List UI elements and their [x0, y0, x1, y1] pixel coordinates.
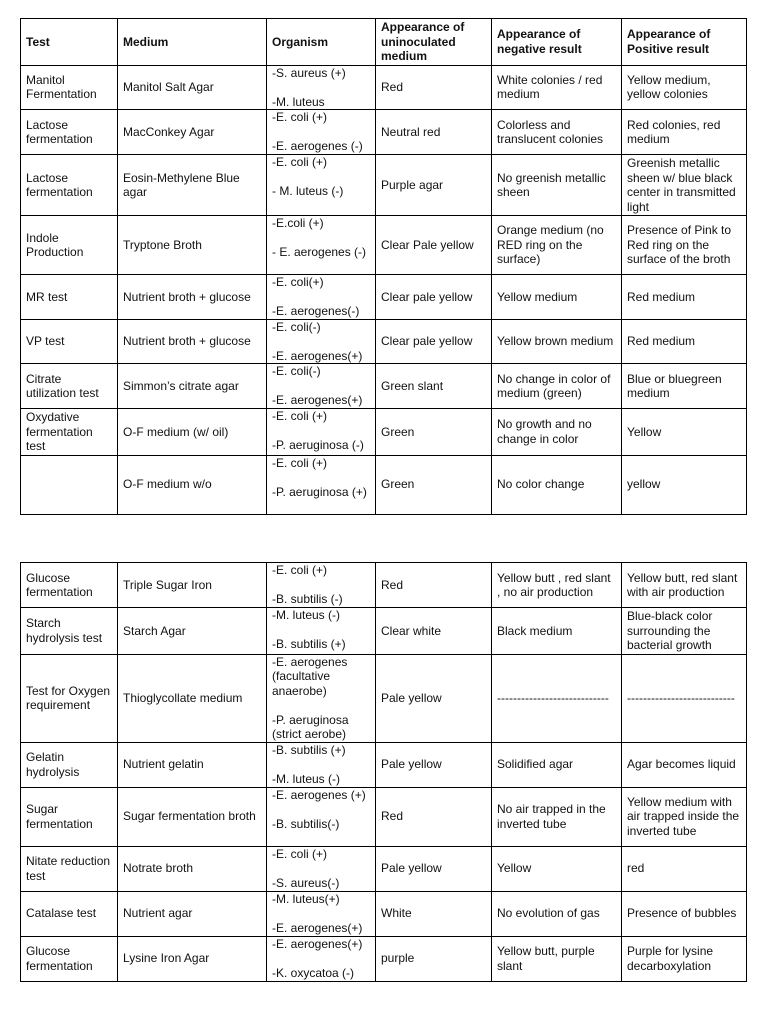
biochemical-tests-table-1 [20, 18, 747, 515]
cell-positive: yellow [622, 455, 747, 514]
organism-positive-control: -E. aerogenes (facultative anaerobe) [272, 654, 348, 698]
cell-organism [267, 608, 376, 655]
cell-medium: Nutrient gelatin [118, 742, 267, 787]
cell-positive: red [622, 846, 747, 891]
organism-spacer [272, 951, 370, 966]
cell-negative: Yellow medium [492, 275, 622, 320]
organism-negative-control: -B. subtilis (-) [272, 592, 343, 606]
header-organism: Organism [267, 19, 376, 66]
cell-test: Gelatin hydrolysis [21, 742, 118, 787]
table-row [21, 275, 747, 320]
cell-organism [267, 216, 376, 275]
header-medium: Medium [118, 19, 267, 66]
cell-test: Test for Oxygen requirement [21, 654, 118, 742]
cell-uninoculated: Red [376, 787, 492, 846]
cell-test: MR test [21, 275, 118, 320]
cell-medium: Lysine Iron Agar [118, 936, 267, 981]
organism-negative-control: -P. aeruginosa (strict aerobe) [272, 712, 349, 741]
cell-negative: Orange medium (no RED ring on the surface) [492, 216, 622, 275]
organism-positive-control: -E. coli (+) [272, 846, 328, 861]
cell-organism [267, 846, 376, 891]
organism-negative-control: -B. subtilis(-) [272, 816, 340, 831]
organism-spacer [272, 334, 370, 349]
cell-uninoculated: Green slant [376, 364, 492, 409]
cell-organism [267, 409, 376, 456]
cell-test: Starch hydrolysis test [21, 608, 118, 655]
header-row [21, 19, 747, 66]
cell-medium: Tryptone Broth [118, 216, 267, 275]
cell-uninoculated: Red [376, 65, 492, 110]
cell-test: Nitate reduction test [21, 846, 118, 891]
cell-organism [267, 891, 376, 936]
cell-positive: Yellow medium with air trapped inside the inverted tube [622, 787, 747, 846]
cell-positive: Red medium [622, 319, 747, 364]
organism-positive-control: -E. coli (+) [272, 563, 328, 577]
cell-uninoculated: purple [376, 936, 492, 981]
cell-positive: --------------------------- [622, 654, 747, 742]
cell-negative: No growth and no change in color [492, 409, 622, 456]
cell-test: Indole Production [21, 216, 118, 275]
organism-positive-control: -S. aureus (+) [272, 65, 346, 80]
cell-negative: Yellow butt, purple slant [492, 936, 622, 981]
table-row [21, 787, 747, 846]
organism-positive-control: -E. coli(-) [272, 364, 321, 378]
cell-negative: Yellow brown medium [492, 319, 622, 364]
cell-positive: Presence of bubbles [622, 891, 747, 936]
organism-negative-control: -M. luteus (-) [272, 771, 341, 786]
header-negative: Appearance of negative result [492, 19, 622, 66]
organism-positive-control: -E. coli (+) [272, 110, 328, 124]
cell-test: Oxydative fermentation test [21, 409, 118, 456]
cell-negative: White colonies / red medium [492, 65, 622, 110]
organism-negative-control: -K. oxycatoa (-) [272, 965, 355, 980]
cell-negative: No greenish metallic sheen [492, 155, 622, 216]
cell-organism [267, 364, 376, 409]
organism-spacer [272, 125, 370, 140]
cell-organism [267, 563, 376, 608]
cell-positive: Greenish metallic sheen w/ blue black center in transmitted light [622, 155, 747, 216]
organism-negative-control: -E. aerogenes(+) [272, 348, 363, 363]
organism-positive-control: -M. luteus(+) [272, 891, 340, 906]
organism-positive-control: -B. subtilis (+) [272, 742, 346, 757]
organism-spacer [272, 757, 370, 772]
cell-test: Glucose fermentation [21, 936, 118, 981]
cell-positive: Presence of Pink to Red ring on the surface of the broth [622, 216, 747, 275]
cell-positive: Blue or bluegreen medium [622, 364, 747, 409]
table-row [21, 110, 747, 155]
cell-test: VP test [21, 319, 118, 364]
cell-medium: Nutrient broth + glucose [118, 275, 267, 320]
table-row [21, 155, 747, 216]
cell-test: Manitol Fermentation [21, 65, 118, 110]
cell-organism [267, 455, 376, 514]
table-row [21, 455, 747, 514]
cell-negative: ---------------------------- [492, 654, 622, 742]
table-row [21, 742, 747, 787]
cell-negative: Black medium [492, 608, 622, 655]
cell-positive: Agar becomes liquid [622, 742, 747, 787]
cell-uninoculated: Pale yellow [376, 742, 492, 787]
cell-medium: Starch Agar [118, 608, 267, 655]
cell-uninoculated: Clear white [376, 608, 492, 655]
table-row [21, 846, 747, 891]
cell-uninoculated: Purple agar [376, 155, 492, 216]
cell-medium: Simmon’s citrate agar [118, 364, 267, 409]
cell-positive: Red colonies, red medium [622, 110, 747, 155]
organism-negative-control: -P. aeruginosa (-) [272, 438, 364, 452]
organism-spacer [272, 379, 370, 394]
cell-medium: Sugar fermentation broth [118, 787, 267, 846]
cell-uninoculated: Red [376, 563, 492, 608]
cell-medium: Triple Sugar Iron [118, 563, 267, 608]
organism-spacer [272, 231, 370, 246]
cell-organism [267, 155, 376, 216]
table-row [21, 654, 747, 742]
cell-positive: Yellow [622, 409, 747, 456]
cell-test: Citrate utilization test [21, 364, 118, 409]
organism-negative-control: -E. aerogenes(-) [272, 304, 360, 318]
table-row [21, 319, 747, 364]
cell-organism [267, 275, 376, 320]
organism-spacer [272, 906, 370, 921]
organism-spacer [272, 861, 370, 876]
header-positive: Appearance of Positive result [622, 19, 747, 66]
organism-negative-control: - M. luteus (-) [272, 184, 344, 198]
organism-spacer [272, 290, 370, 305]
cell-positive: Yellow butt, red slant with air production [622, 563, 747, 608]
organism-negative-control: -B. subtilis (+) [272, 637, 346, 651]
organism-spacer [272, 80, 370, 95]
organism-negative-control: - E. aerogenes (-) [272, 245, 367, 259]
organism-negative-control: -M. luteus [272, 94, 325, 109]
table-row [21, 891, 747, 936]
cell-uninoculated: Pale yellow [376, 846, 492, 891]
cell-negative: Colorless and translucent colonies [492, 110, 622, 155]
cell-test: Lactose fermentation [21, 155, 118, 216]
cell-test: Sugar fermentation [21, 787, 118, 846]
cell-test: Lactose fermentation [21, 110, 118, 155]
organism-positive-control: -E.coli (+) [272, 216, 324, 230]
organism-positive-control: -E. aerogenes (+) [272, 787, 366, 802]
cell-uninoculated: Clear pale yellow [376, 319, 492, 364]
table-row [21, 216, 747, 275]
table-row [21, 65, 747, 110]
header-test: Test [21, 19, 118, 66]
organism-positive-control: -E. aerogenes(+) [272, 936, 363, 951]
cell-medium: O-F medium w/o [118, 455, 267, 514]
cell-positive: Blue-black color surrounding the bacterial growth [622, 608, 747, 655]
cell-uninoculated: Green [376, 455, 492, 514]
cell-uninoculated: Neutral red [376, 110, 492, 155]
cell-negative: Solidified agar [492, 742, 622, 787]
organism-negative-control: -E. aerogenes(+) [272, 920, 363, 935]
cell-medium: Eosin-Methylene Blue agar [118, 155, 267, 216]
organism-positive-control: -E. coli(-) [272, 319, 321, 334]
table-row [21, 563, 747, 608]
organism-positive-control: -E. coli (+) [272, 155, 328, 169]
biochemical-tests-table-2 [20, 562, 747, 982]
organism-spacer [272, 578, 370, 593]
organism-positive-control: -E. coli (+) [272, 455, 328, 470]
cell-organism [267, 787, 376, 846]
cell-negative: No air trapped in the inverted tube [492, 787, 622, 846]
cell-medium: Notrate broth [118, 846, 267, 891]
cell-medium: MacConkey Agar [118, 110, 267, 155]
cell-medium: Nutrient agar [118, 891, 267, 936]
cell-uninoculated: Pale yellow [376, 654, 492, 742]
cell-organism [267, 319, 376, 364]
cell-test: Glucose fermentation [21, 563, 118, 608]
cell-organism [267, 936, 376, 981]
cell-positive: Purple for lysine decarboxylation [622, 936, 747, 981]
cell-medium: O-F medium (w/ oil) [118, 409, 267, 456]
organism-positive-control: -E. coli(+) [272, 275, 324, 289]
organism-spacer [272, 170, 370, 185]
organism-negative-control: -P. aeruginosa (+) [272, 484, 367, 499]
cell-medium: Thioglycollate medium [118, 654, 267, 742]
header-uninoculated: Appearance of uninoculated medium [376, 19, 492, 66]
cell-test: Catalase test [21, 891, 118, 936]
cell-positive: Red medium [622, 275, 747, 320]
organism-positive-control: -M. luteus (-) [272, 608, 341, 622]
cell-negative: Yellow butt , red slant , no air production [492, 563, 622, 608]
organism-spacer [272, 698, 370, 713]
table-row [21, 364, 747, 409]
cell-uninoculated: Green [376, 409, 492, 456]
organism-spacer [272, 623, 370, 638]
cell-organism [267, 654, 376, 742]
table-row [21, 936, 747, 981]
cell-negative: No color change [492, 455, 622, 514]
cell-negative: No change in color of medium (green) [492, 364, 622, 409]
organism-spacer [272, 802, 370, 817]
cell-uninoculated: Clear pale yellow [376, 275, 492, 320]
cell-test [21, 455, 118, 514]
organism-positive-control: -E. coli (+) [272, 409, 328, 423]
cell-uninoculated: White [376, 891, 492, 936]
organism-negative-control: -S. aureus(-) [272, 875, 340, 890]
cell-uninoculated: Clear Pale yellow [376, 216, 492, 275]
cell-medium: Nutrient broth + glucose [118, 319, 267, 364]
cell-medium: Manitol Salt Agar [118, 65, 267, 110]
table-row [21, 409, 747, 456]
cell-negative: Yellow [492, 846, 622, 891]
cell-positive: Yellow medium, yellow colonies [622, 65, 747, 110]
cell-organism [267, 110, 376, 155]
organism-spacer [272, 424, 370, 439]
organism-negative-control: -E. aerogenes(+) [272, 393, 363, 407]
organism-spacer [272, 470, 370, 485]
cell-organism [267, 742, 376, 787]
cell-organism [267, 65, 376, 110]
organism-negative-control: -E. aerogenes (-) [272, 139, 363, 153]
table-row [21, 608, 747, 655]
cell-negative: No evolution of gas [492, 891, 622, 936]
